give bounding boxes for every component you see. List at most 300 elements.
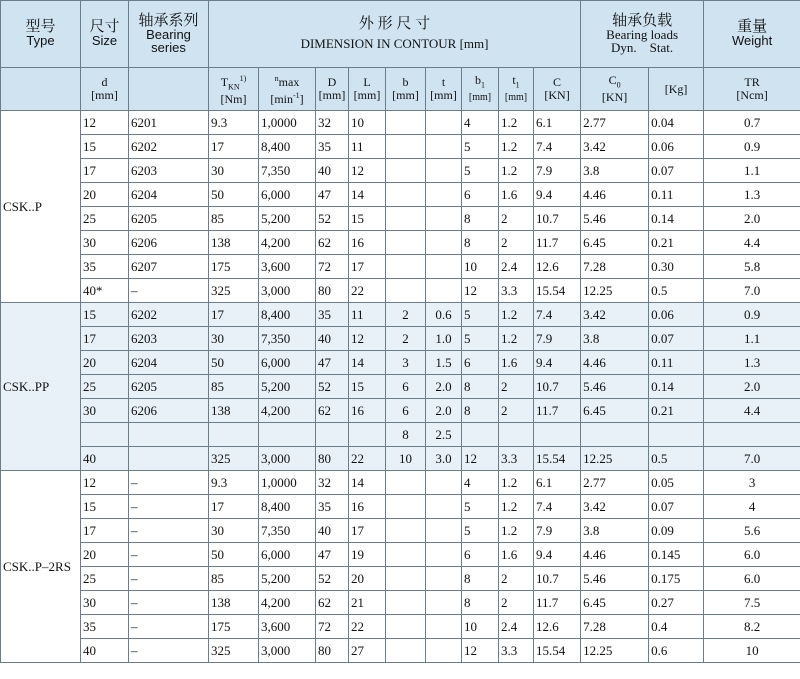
unit-t1-unit: [mm]: [504, 92, 528, 104]
keyway-width-cell: 2: [386, 327, 426, 351]
unit-t-unit: [mm]: [430, 88, 457, 102]
torque-cell: 50: [209, 351, 259, 375]
bearing-cell: 6204: [129, 183, 209, 207]
keyway-depth-cell: 3.0: [426, 447, 462, 471]
torque-cell: 17: [209, 135, 259, 159]
friction-cell: 4.4: [704, 399, 800, 423]
max-speed-cell: 8,400: [259, 135, 316, 159]
static-load-cell: 5.46: [581, 567, 649, 591]
max-speed-cell: 1,0000: [259, 111, 316, 135]
unit-kg: [Kg]: [664, 81, 688, 96]
outer-diameter-cell: 80: [316, 447, 349, 471]
bearing-cell: 6205: [129, 375, 209, 399]
table-row: [1, 591, 800, 615]
keyway-width-cell: [386, 639, 426, 663]
unit-cell-C: [534, 68, 581, 111]
unit-nmax-close: ]: [299, 92, 304, 106]
size-cell: 40*: [81, 279, 129, 303]
friction-cell: 6.0: [704, 543, 800, 567]
unit-D-label: D: [327, 75, 337, 89]
b1-cell: 5: [462, 135, 499, 159]
unit-cell-nmax: [259, 68, 316, 111]
table-row: [1, 327, 800, 351]
unit-L-unit: [mm]: [353, 88, 381, 102]
t1-cell: 3.3: [499, 447, 534, 471]
friction-cell: 0.9: [704, 135, 800, 159]
length-cell: 15: [349, 207, 386, 231]
keyway-depth-cell: [426, 639, 462, 663]
t1-cell: 1.2: [499, 327, 534, 351]
friction-cell: 3: [704, 471, 800, 495]
b1-cell: 8: [462, 591, 499, 615]
b1-cell: 8: [462, 399, 499, 423]
torque-cell: 9.3: [209, 471, 259, 495]
t1-cell: 1.6: [499, 351, 534, 375]
type-cell: CSK..PP: [1, 303, 81, 471]
table-row: [1, 471, 800, 495]
weight-cell: 0.06: [649, 303, 704, 327]
length-cell: 11: [349, 303, 386, 327]
keyway-depth-cell: 2.5: [426, 423, 462, 447]
length-cell: 27: [349, 639, 386, 663]
t1-cell: 2.4: [499, 255, 534, 279]
outer-diameter-cell: 62: [316, 399, 349, 423]
friction-cell: 1.3: [704, 183, 800, 207]
bearing-cell: 6205: [129, 207, 209, 231]
t1-cell: 3.3: [499, 279, 534, 303]
friction-cell: 5.6: [704, 519, 800, 543]
weight-cell: 0.14: [649, 375, 704, 399]
unit-b-unit: [mm]: [392, 88, 419, 102]
keyway-depth-cell: [426, 255, 462, 279]
unit-d-unit: [mm]: [91, 88, 118, 102]
size-cell: 40: [81, 447, 129, 471]
keyway-depth-cell: [426, 207, 462, 231]
static-load-cell: 12.25: [581, 279, 649, 303]
outer-diameter-cell: 72: [316, 615, 349, 639]
unit-tkn-sup: 1): [239, 73, 247, 83]
t1-cell: 2: [499, 231, 534, 255]
keyway-width-cell: 6: [386, 375, 426, 399]
size-cell: [81, 423, 129, 447]
max-speed-cell: 7,350: [259, 327, 316, 351]
max-speed-cell: 8,400: [259, 303, 316, 327]
unit-t1-label: t: [512, 72, 516, 87]
t1-cell: 2.4: [499, 615, 534, 639]
keyway-depth-cell: [426, 231, 462, 255]
t1-cell: 1.2: [499, 303, 534, 327]
dynamic-load-cell: 11.7: [534, 591, 581, 615]
unit-C-label: C: [553, 75, 562, 89]
static-load-cell: 12.25: [581, 639, 649, 663]
dynamic-load-cell: 7.4: [534, 135, 581, 159]
keyway-depth-cell: [426, 567, 462, 591]
torque-cell: 17: [209, 303, 259, 327]
static-load-cell: 6.45: [581, 399, 649, 423]
length-cell: 19: [349, 543, 386, 567]
weight-cell: [649, 423, 704, 447]
size-cell: 35: [81, 255, 129, 279]
outer-diameter-cell: 47: [316, 183, 349, 207]
unit-D-unit: [mm]: [318, 88, 346, 102]
keyway-width-cell: [386, 519, 426, 543]
bearing-cell: –: [129, 543, 209, 567]
unit-t1-sub: 1: [515, 80, 520, 90]
static-load-cell: 6.45: [581, 591, 649, 615]
table-row: [1, 303, 800, 327]
max-speed-cell: 6,000: [259, 183, 316, 207]
b1-cell: 5: [462, 519, 499, 543]
unit-tkn-label: T: [220, 74, 229, 89]
friction-cell: 6.0: [704, 567, 800, 591]
unit-cell-C0: [581, 68, 649, 111]
table-row: [1, 183, 800, 207]
table-row: [1, 447, 800, 471]
bearing-header-cn: 轴承系列: [138, 12, 199, 29]
table-row: [1, 231, 800, 255]
bearing-cell: –: [129, 495, 209, 519]
unit-C0-unit: [KN]: [601, 90, 628, 105]
unit-TR-unit: [Ncm]: [736, 88, 768, 102]
dynamic-load-cell: 6.1: [534, 111, 581, 135]
weight-cell: 0.27: [649, 591, 704, 615]
unit-b1-label: b: [475, 72, 481, 87]
static-load-cell: 3.8: [581, 327, 649, 351]
outer-diameter-cell: 35: [316, 303, 349, 327]
friction-cell: 10: [704, 639, 800, 663]
weight-cell: 0.09: [649, 519, 704, 543]
weight-cell: 0.145: [649, 543, 704, 567]
max-speed-cell: 5,200: [259, 207, 316, 231]
dynamic-load-cell: 9.4: [534, 183, 581, 207]
unit-nmax-exp: -1: [293, 91, 300, 100]
length-cell: 14: [349, 183, 386, 207]
torque-cell: 175: [209, 615, 259, 639]
table-row: [1, 279, 800, 303]
bearing-cell: –: [129, 639, 209, 663]
dynamic-load-cell: 7.9: [534, 327, 581, 351]
bearing-cell: [129, 447, 209, 471]
max-speed-cell: 7,350: [259, 159, 316, 183]
weight-header-en: Weight: [731, 33, 773, 48]
friction-cell: 7.0: [704, 279, 800, 303]
t1-cell: 2: [499, 207, 534, 231]
table-row: [1, 135, 800, 159]
max-speed-cell: 3,000: [259, 447, 316, 471]
b1-cell: 8: [462, 207, 499, 231]
load-column-header: [581, 1, 704, 68]
t1-cell: 1.2: [499, 471, 534, 495]
outer-diameter-cell: 40: [316, 327, 349, 351]
size-cell: 20: [81, 183, 129, 207]
b1-cell: 5: [462, 327, 499, 351]
dynamic-load-cell: 9.4: [534, 351, 581, 375]
load-header-cn: 轴承负载: [612, 12, 673, 29]
unit-tkn-unit: [Nm]: [220, 92, 247, 107]
torque-cell: [209, 423, 259, 447]
table-row: [1, 543, 800, 567]
keyway-width-cell: [386, 543, 426, 567]
bearing-cell: 6206: [129, 399, 209, 423]
friction-cell: 1.1: [704, 159, 800, 183]
dynamic-load-cell: 15.54: [534, 279, 581, 303]
size-cell: 40: [81, 639, 129, 663]
static-load-cell: 5.46: [581, 207, 649, 231]
keyway-width-cell: [386, 591, 426, 615]
static-load-cell: 6.45: [581, 231, 649, 255]
b1-cell: 6: [462, 183, 499, 207]
unit-cell-bearing-empty: [129, 68, 209, 111]
torque-cell: 30: [209, 519, 259, 543]
keyway-width-cell: 10: [386, 447, 426, 471]
outer-diameter-cell: 80: [316, 639, 349, 663]
bearing-cell: –: [129, 279, 209, 303]
unit-cell-L: [349, 68, 386, 111]
weight-cell: 0.21: [649, 399, 704, 423]
outer-diameter-cell: 35: [316, 495, 349, 519]
static-load-cell: 7.28: [581, 255, 649, 279]
keyway-width-cell: [386, 495, 426, 519]
length-cell: 22: [349, 615, 386, 639]
keyway-depth-cell: 2.0: [426, 399, 462, 423]
table-row: [1, 495, 800, 519]
friction-cell: 7.0: [704, 447, 800, 471]
unit-cell-D: [316, 68, 349, 111]
friction-cell: 1.3: [704, 351, 800, 375]
unit-cell-t: [426, 68, 462, 111]
static-load-cell: 3.8: [581, 159, 649, 183]
dynamic-load-cell: 11.7: [534, 399, 581, 423]
outer-diameter-cell: 47: [316, 351, 349, 375]
torque-cell: 85: [209, 567, 259, 591]
keyway-width-cell: 8: [386, 423, 426, 447]
unit-cell-b: [386, 68, 426, 111]
keyway-width-cell: [386, 615, 426, 639]
table-row: [1, 255, 800, 279]
friction-cell: 0.9: [704, 303, 800, 327]
bearing-cell: 6202: [129, 303, 209, 327]
friction-cell: 2.0: [704, 375, 800, 399]
unit-tkn-sub: KN: [228, 82, 240, 92]
size-cell: 30: [81, 399, 129, 423]
friction-cell: [704, 423, 800, 447]
dynamic-load-cell: 10.7: [534, 567, 581, 591]
weight-cell: 0.11: [649, 183, 704, 207]
size-cell: 20: [81, 351, 129, 375]
max-speed-cell: 3,000: [259, 639, 316, 663]
max-speed-cell: 3,600: [259, 615, 316, 639]
static-load-cell: [581, 423, 649, 447]
unit-TR-label: TR: [744, 75, 760, 89]
outer-diameter-cell: 80: [316, 279, 349, 303]
b1-cell: 6: [462, 543, 499, 567]
unit-nmax-sup: n: [274, 74, 279, 83]
max-speed-cell: 8,400: [259, 495, 316, 519]
dynamic-load-cell: 6.1: [534, 471, 581, 495]
table-row: [1, 159, 800, 183]
static-load-cell: 5.46: [581, 375, 649, 399]
max-speed-cell: 6,000: [259, 543, 316, 567]
torque-cell: 85: [209, 375, 259, 399]
keyway-depth-cell: [426, 543, 462, 567]
b1-cell: 10: [462, 615, 499, 639]
friction-cell: 8.2: [704, 615, 800, 639]
table-body: [1, 111, 800, 663]
bearing-header-en2: series: [151, 39, 186, 55]
b1-cell: 12: [462, 279, 499, 303]
b1-cell: 4: [462, 471, 499, 495]
dynamic-load-cell: 12.6: [534, 255, 581, 279]
bearing-cell: [129, 423, 209, 447]
keyway-depth-cell: 0.6: [426, 303, 462, 327]
torque-cell: 9.3: [209, 111, 259, 135]
size-cell: 35: [81, 615, 129, 639]
type-cell: CSK..P: [1, 111, 81, 303]
weight-header-cn: 重量: [737, 19, 768, 35]
size-cell: 30: [81, 231, 129, 255]
torque-cell: 138: [209, 231, 259, 255]
dynamic-load-cell: 7.4: [534, 303, 581, 327]
friction-cell: 4: [704, 495, 800, 519]
b1-cell: [462, 423, 499, 447]
dynamic-load-cell: 11.7: [534, 231, 581, 255]
torque-cell: 138: [209, 399, 259, 423]
unit-d-label: d: [101, 75, 108, 89]
table-row: [1, 351, 800, 375]
weight-cell: 0.04: [649, 111, 704, 135]
torque-cell: 325: [209, 447, 259, 471]
outer-diameter-cell: 52: [316, 207, 349, 231]
keyway-width-cell: [386, 471, 426, 495]
outer-diameter-cell: 62: [316, 591, 349, 615]
bearing-cell: –: [129, 567, 209, 591]
weight-cell: 0.11: [649, 351, 704, 375]
unit-cell-empty: [1, 68, 81, 111]
dimension-header-cn: 外 形 尺 寸: [358, 16, 431, 32]
weight-cell: 0.07: [649, 327, 704, 351]
length-cell: 12: [349, 159, 386, 183]
type-header-cn: 型号: [25, 19, 56, 35]
table-row: [1, 423, 800, 447]
type-header-en: Type: [26, 33, 55, 48]
unit-b-label: b: [402, 75, 409, 89]
size-cell: 17: [81, 519, 129, 543]
max-speed-cell: 3,600: [259, 255, 316, 279]
weight-cell: 0.07: [649, 495, 704, 519]
dynamic-load-cell: [534, 423, 581, 447]
keyway-depth-cell: 2.0: [426, 375, 462, 399]
torque-cell: 50: [209, 183, 259, 207]
length-cell: 20: [349, 567, 386, 591]
unit-C-unit: [KN]: [544, 88, 570, 102]
size-header-cn: 尺寸: [89, 19, 120, 35]
weight-cell: 0.05: [649, 471, 704, 495]
max-speed-cell: 3,000: [259, 279, 316, 303]
unit-cell-t1: [499, 68, 534, 111]
keyway-depth-cell: [426, 279, 462, 303]
length-cell: 17: [349, 255, 386, 279]
max-speed-cell: [259, 423, 316, 447]
dynamic-load-cell: 7.4: [534, 495, 581, 519]
length-cell: 14: [349, 471, 386, 495]
static-load-cell: 12.25: [581, 447, 649, 471]
table-row: [1, 519, 800, 543]
t1-cell: 1.6: [499, 183, 534, 207]
size-cell: 15: [81, 495, 129, 519]
unit-b1-unit: [mm]: [468, 92, 492, 104]
b1-cell: 8: [462, 375, 499, 399]
size-header-en: Size: [91, 33, 118, 48]
keyway-width-cell: [386, 159, 426, 183]
unit-b1-sub: 1: [481, 80, 485, 90]
bearing-cell: 6202: [129, 135, 209, 159]
t1-cell: 2: [499, 591, 534, 615]
bearing-cell: –: [129, 591, 209, 615]
length-cell: 22: [349, 447, 386, 471]
load-header-en2: Dyn. Stat.: [611, 39, 674, 55]
dimension-header-en: DIMENSION IN CONTOUR [mm]: [300, 36, 489, 51]
t1-cell: 1.2: [499, 519, 534, 543]
dynamic-load-cell: 9.4: [534, 543, 581, 567]
bearing-cell: 6201: [129, 111, 209, 135]
b1-cell: 8: [462, 231, 499, 255]
t1-cell: 1.2: [499, 135, 534, 159]
table-row: [1, 207, 800, 231]
length-cell: 16: [349, 399, 386, 423]
b1-cell: 12: [462, 447, 499, 471]
unit-t-label: t: [441, 75, 446, 89]
t1-cell: 1.2: [499, 111, 534, 135]
unit-row: [1, 68, 800, 111]
keyway-depth-cell: 1.5: [426, 351, 462, 375]
table-row: [1, 615, 800, 639]
type-column-header: [1, 1, 81, 68]
t1-cell: 1.2: [499, 495, 534, 519]
dynamic-load-cell: 10.7: [534, 375, 581, 399]
friction-cell: 2.0: [704, 207, 800, 231]
size-column-header: [81, 1, 129, 68]
unit-cell-TR: [704, 68, 800, 111]
keyway-width-cell: [386, 111, 426, 135]
size-cell: 15: [81, 135, 129, 159]
size-cell: 12: [81, 111, 129, 135]
weight-cell: 0.30: [649, 255, 704, 279]
length-cell: 16: [349, 231, 386, 255]
max-speed-cell: 6,000: [259, 351, 316, 375]
size-cell: 17: [81, 327, 129, 351]
weight-column-header: [704, 1, 800, 68]
size-cell: 25: [81, 375, 129, 399]
length-cell: 12: [349, 327, 386, 351]
keyway-width-cell: [386, 135, 426, 159]
weight-cell: 0.4: [649, 615, 704, 639]
max-speed-cell: 5,200: [259, 567, 316, 591]
keyway-depth-cell: [426, 135, 462, 159]
torque-cell: 325: [209, 639, 259, 663]
unit-L-label: L: [363, 75, 371, 89]
size-cell: 12: [81, 471, 129, 495]
unit-C0-sub: 0: [616, 80, 621, 90]
length-cell: 16: [349, 495, 386, 519]
outer-diameter-cell: 47: [316, 543, 349, 567]
torque-cell: 325: [209, 279, 259, 303]
static-load-cell: 2.77: [581, 111, 649, 135]
unit-cell-tkn: [209, 68, 259, 111]
outer-diameter-cell: 52: [316, 567, 349, 591]
torque-cell: 30: [209, 327, 259, 351]
unit-C0-label: C: [608, 72, 617, 87]
outer-diameter-cell: 40: [316, 159, 349, 183]
